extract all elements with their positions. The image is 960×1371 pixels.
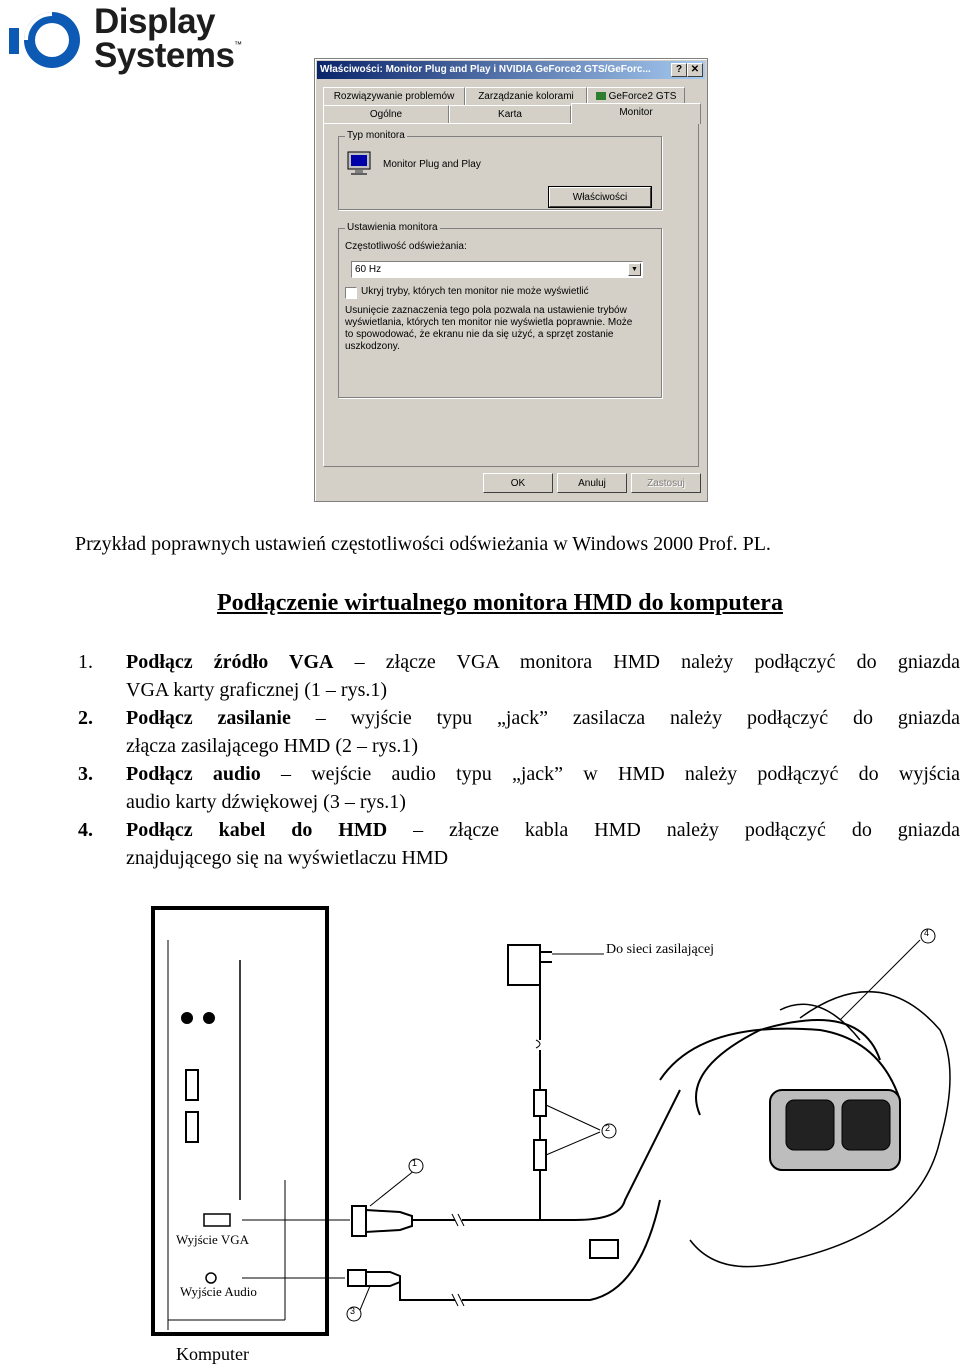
company-logo (6, 2, 246, 76)
apply-button[interactable]: Zastosuj (631, 473, 701, 493)
step-text-cont: VGA karty graficznej (1 – rys.1) (126, 679, 388, 701)
screenshot-caption: Przykład poprawnych ustawień częstotliwości odświeżania w Windows 2000 Prof. PL. (75, 533, 771, 555)
callout-4: 4 (924, 928, 930, 938)
power-adapter-icon (508, 945, 604, 1220)
step-text: – wyjście typu „jack” zasilacza należy podłączyć do gniazda (290, 707, 960, 729)
logo-trademark: ™ (234, 40, 242, 49)
computer-tower-icon (153, 908, 327, 1334)
step-1 (78, 648, 960, 704)
dropdown-arrow-icon[interactable]: ▼ (628, 263, 641, 276)
monitor-type-group (338, 130, 662, 210)
vga-output-label: Wyjście VGA (176, 1232, 249, 1247)
cancel-button[interactable]: Anuluj (557, 473, 627, 493)
power-label: Do sieci zasilającej (606, 942, 715, 957)
tab-geforce-label: GeForce2 GTS (608, 91, 677, 102)
monitor-name: Monitor Plug and Play (383, 159, 481, 170)
step-text: – złącze VGA monitora HMD należy podłączyć do gniazda (333, 651, 960, 673)
step-text-cont: audio karty dźwiękowej (3 – rys.1) (126, 791, 406, 813)
dialog-title-bar (317, 61, 705, 79)
step-text: – wejście audio typu „jack” w HMD należy podłączyć do wyjścia (260, 763, 960, 785)
computer-label: Komputer (176, 1344, 249, 1364)
step-number: 3. (78, 763, 93, 785)
step-text-cont: złącza zasilającego HMD (2 – rys.1) (126, 735, 419, 757)
step-number: 2. (78, 707, 93, 729)
connection-diagram-drawing (0, 900, 960, 1366)
properties-button[interactable]: Właściwości (549, 187, 651, 207)
ok-button[interactable]: OK (483, 473, 553, 493)
logo-systems-text: Systems (94, 36, 235, 75)
step-title: Podłącz zasilanie (126, 707, 291, 729)
refresh-rate-label: Częstotliwość odświeżania: (345, 241, 467, 252)
logo-display-text: Display (94, 2, 215, 41)
monitor-settings-label: Ustawienia monitora (347, 222, 438, 233)
step-4 (78, 816, 960, 872)
refresh-rate-value: 60 Hz (355, 264, 382, 275)
tab-adapter[interactable]: Karta (449, 105, 571, 123)
step-3 (78, 760, 960, 816)
step-title: Podłącz audio (126, 763, 261, 785)
vga-cable-icon (242, 1090, 680, 1236)
step-title: Podłącz kabel do HMD (126, 819, 388, 841)
monitor-tab-panel (323, 123, 699, 467)
step-number: 1. (78, 651, 93, 673)
tab-color-management[interactable]: Zarządzanie kolorami (465, 87, 587, 105)
tab-troubleshoot[interactable]: Rozwiązywanie problemów (323, 87, 465, 105)
nvidia-icon (596, 92, 606, 100)
monitor-icon (347, 151, 373, 177)
step-2 (78, 704, 960, 760)
hide-modes-checkbox[interactable] (345, 287, 357, 299)
callout-2: 2 (605, 1123, 611, 1133)
monitor-type-label: Typ monitora (347, 130, 405, 141)
tab-monitor[interactable]: Monitor (571, 103, 701, 124)
logo-emblem-icon (6, 6, 92, 76)
warning-text: Usunięcie zaznaczenia tego pola pozwala na ustawienie trybów wyświetlania, których ten monitor nie wyświetla poprawnie. Może to spowodować, że ekranu nie da się użyć, a sprzęt zostanie uszkodzony. (345, 305, 633, 352)
step-title: Podłącz źródło VGA (126, 651, 334, 673)
refresh-rate-select[interactable] (351, 261, 643, 278)
tab-general[interactable]: Ogólne (323, 105, 449, 123)
display-properties-dialog (314, 58, 708, 502)
hide-modes-label: Ukryj tryby, których ten monitor nie może wyświetlić (361, 286, 589, 297)
section-heading (0, 590, 960, 617)
hmd-headset-icon (660, 940, 950, 1267)
step-text: – złącze kabla HMD należy podłączyć do gniazda (387, 819, 960, 841)
connection-diagram (0, 900, 960, 1366)
audio-output-label: Wyjście Audio (180, 1284, 257, 1299)
callout-1: 1 (412, 1158, 418, 1168)
section-heading-text: Podłączenie wirtualnego monitora HMD do komputera (217, 590, 783, 616)
step-text-cont: znajdującego się na wyświetlaczu HMD (126, 847, 449, 869)
close-button[interactable]: ✕ (687, 63, 703, 77)
dialog-title: Właściwości: Monitor Plug and Play i NVIDIA GeForce2 GTS/GeForc... (320, 64, 651, 75)
callout-3: 3 (350, 1306, 356, 1316)
help-button[interactable]: ? (671, 63, 687, 77)
monitor-settings-group (338, 222, 662, 398)
step-number: 4. (78, 819, 93, 841)
audio-cable-icon (242, 1200, 660, 1310)
